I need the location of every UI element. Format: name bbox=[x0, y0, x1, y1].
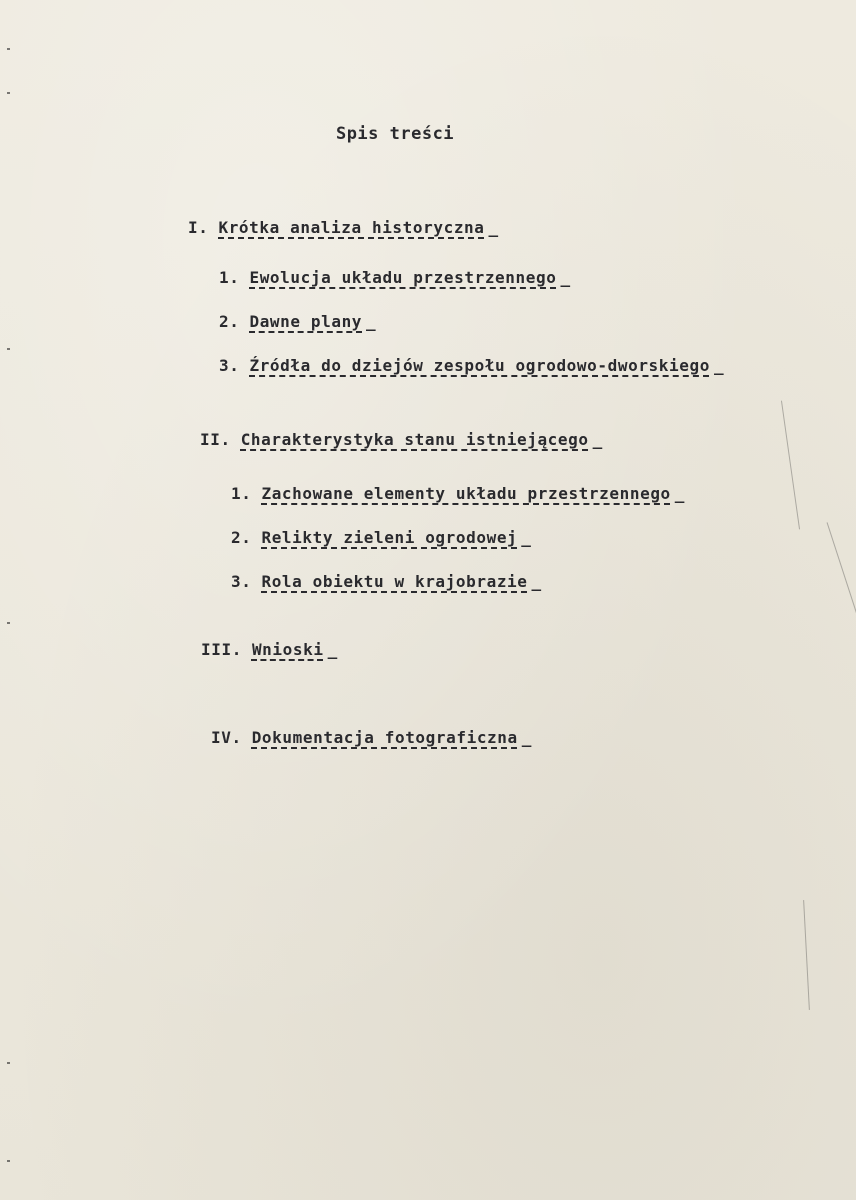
section-label: Wnioski bbox=[251, 640, 324, 659]
margin-mark bbox=[7, 622, 10, 624]
margin-mark bbox=[7, 348, 10, 350]
item-label: Źródła do dziejów zespołu ogrodowo-dworskiego bbox=[249, 356, 710, 375]
item-number: 2. bbox=[219, 312, 240, 331]
toc-section-3 bbox=[201, 640, 338, 659]
item-trail: _ bbox=[674, 484, 686, 503]
margin-mark bbox=[7, 48, 10, 50]
section-trail: _ bbox=[327, 640, 338, 659]
fold-crease bbox=[827, 522, 856, 617]
fold-crease bbox=[781, 401, 800, 530]
toc-section-1 bbox=[188, 218, 499, 237]
section-trail: _ bbox=[521, 728, 532, 747]
section-number: III. bbox=[201, 640, 242, 659]
item-label: Ewolucja układu przestrzennego bbox=[249, 268, 557, 287]
toc-item-2-1 bbox=[231, 484, 685, 503]
item-number: 1. bbox=[231, 484, 252, 503]
section-label: Charakterystyka stanu istniejącego bbox=[240, 430, 589, 449]
item-number: 2. bbox=[231, 528, 252, 547]
toc-item-1-2 bbox=[219, 312, 376, 331]
margin-mark bbox=[7, 92, 10, 94]
toc-item-2-2 bbox=[231, 528, 532, 547]
item-number: 1. bbox=[219, 268, 240, 287]
toc-item-1-1 bbox=[219, 268, 571, 287]
item-trail: _ bbox=[521, 528, 532, 547]
section-trail: _ bbox=[488, 218, 499, 237]
section-number: IV. bbox=[211, 728, 242, 747]
margin-mark bbox=[7, 1062, 10, 1064]
item-trail: _ bbox=[366, 312, 377, 331]
item-number: 3. bbox=[231, 572, 252, 591]
section-label: Krótka analiza historyczna bbox=[218, 218, 485, 237]
item-trail: _ bbox=[713, 356, 725, 375]
margin-mark bbox=[7, 1160, 10, 1162]
section-trail: _ bbox=[592, 430, 603, 449]
page-title: Spis treści bbox=[335, 124, 455, 144]
item-label: Relikty zieleni ogrodowej bbox=[261, 528, 518, 547]
item-label: Zachowane elementy układu przestrzennego bbox=[261, 484, 671, 503]
fold-crease bbox=[803, 900, 810, 1010]
item-trail: _ bbox=[531, 572, 542, 591]
item-number: 3. bbox=[219, 356, 240, 375]
section-number: II. bbox=[200, 430, 231, 449]
item-label: Rola obiektu w krajobrazie bbox=[261, 572, 528, 591]
section-label: Dokumentacja fotograficzna bbox=[251, 728, 518, 747]
item-trail: _ bbox=[560, 268, 571, 287]
item-label: Dawne plany bbox=[249, 312, 363, 331]
toc-section-2 bbox=[200, 430, 603, 449]
toc-section-4 bbox=[211, 728, 532, 747]
toc-item-1-3 bbox=[219, 356, 724, 375]
toc-item-2-3 bbox=[231, 572, 542, 591]
section-number: I. bbox=[188, 218, 209, 237]
